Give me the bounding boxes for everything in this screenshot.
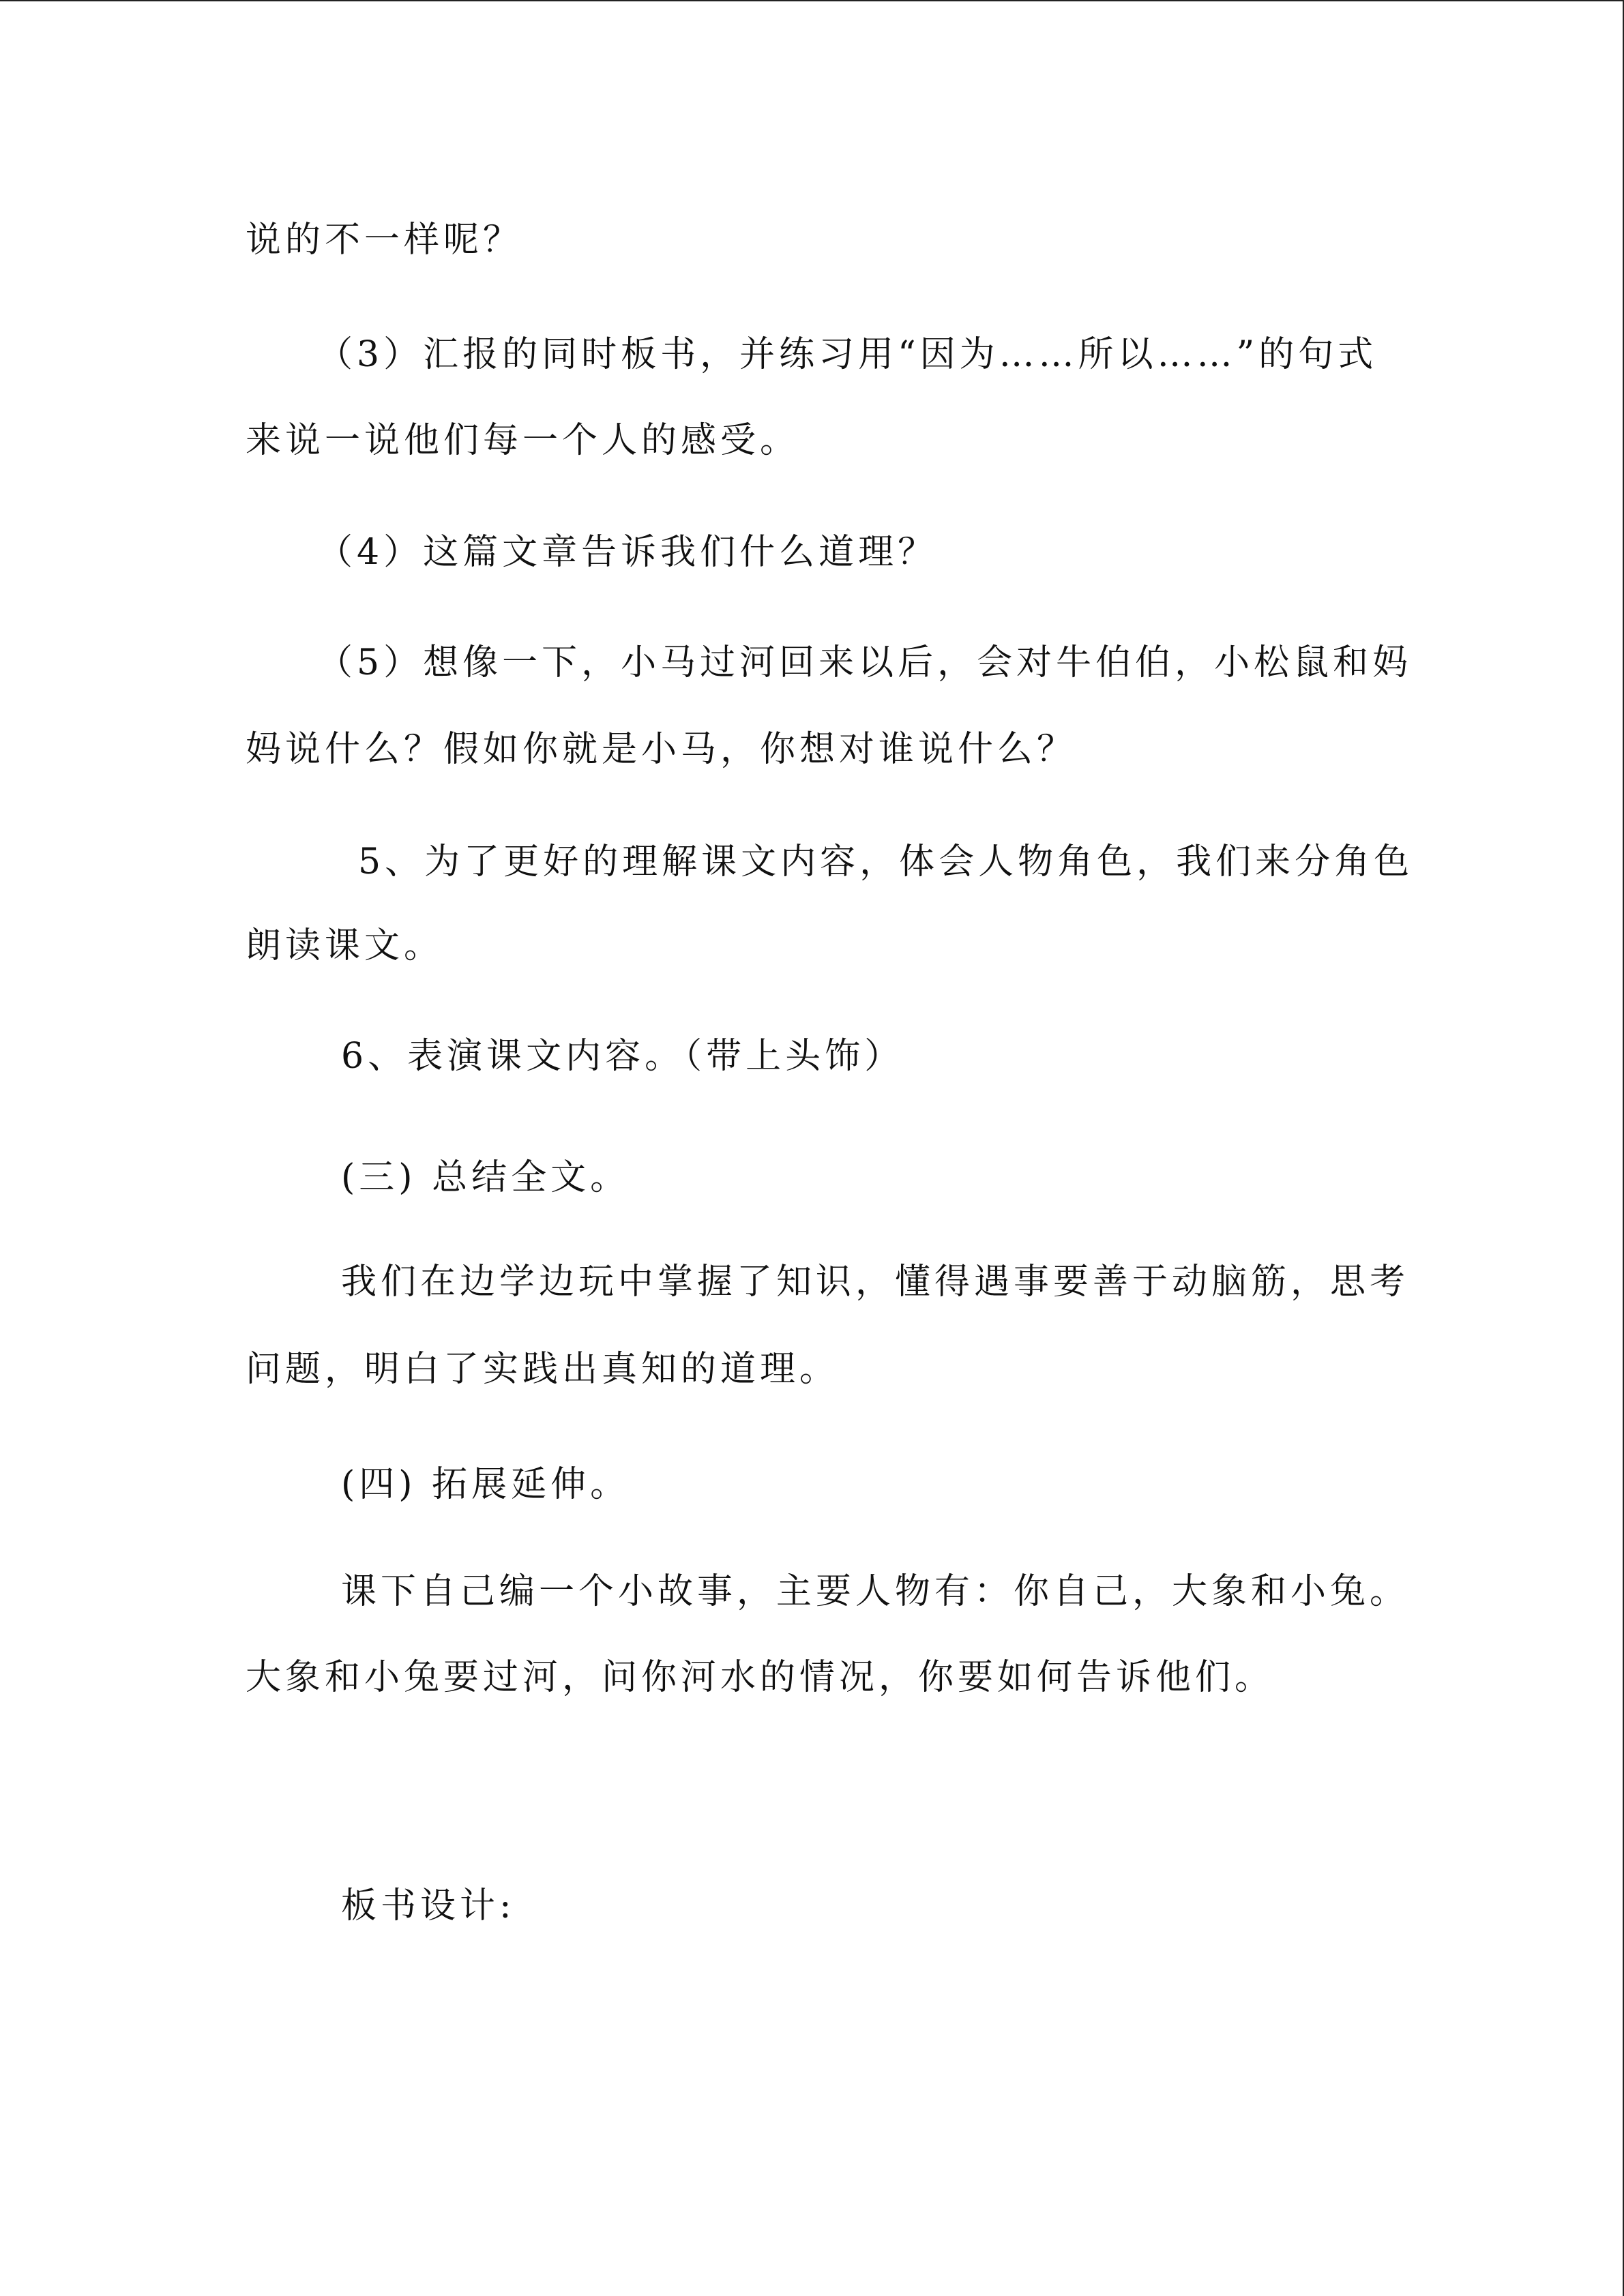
text-line-14: 课下自己编一个小故事，主要人物有：你自己，大象和小兔。 (341, 1571, 1410, 1612)
text-line-15: 大象和小兔要过河，问你河水的情况，你要如何告诉他们。 (246, 1657, 1275, 1698)
text-line-7: 5、为了更好的理解课文内容，体会人物角色，我们来分角色 (358, 841, 1414, 882)
text-line-8: 朗读课文。 (246, 925, 444, 966)
text-line-5: （5）想像一下，小马过河回来以后，会对牛伯伯，小松鼠和妈 (317, 642, 1413, 683)
text-line-6: 妈说什么？假如你就是小马，你想对谁说什么？ (246, 729, 1077, 770)
text-line-1: 说的不一样呢？ (246, 220, 523, 260)
text-line-9: 6、表演课文内容。（带上头饰） (341, 1036, 904, 1077)
text-line-2: （3）汇报的同时板书，并练习用“因为……所以……”的句式 (317, 334, 1378, 375)
section-heading-extension: (四) 拓展延伸。 (341, 1464, 630, 1505)
board-design-heading: 板书设计: (341, 1885, 516, 1926)
text-line-4: （4）这篇文章告诉我们什么道理？ (317, 532, 938, 573)
section-heading-summary: (三) 总结全文。 (341, 1157, 630, 1198)
text-line-11: 我们在边学边玩中掌握了知识，懂得遇事要善于动脑筋，思考 (341, 1262, 1410, 1302)
text-line-12: 问题，明白了实践出真知的道理。 (246, 1349, 840, 1390)
text-line-3: 来说一说他们每一个人的感受。 (246, 420, 800, 461)
